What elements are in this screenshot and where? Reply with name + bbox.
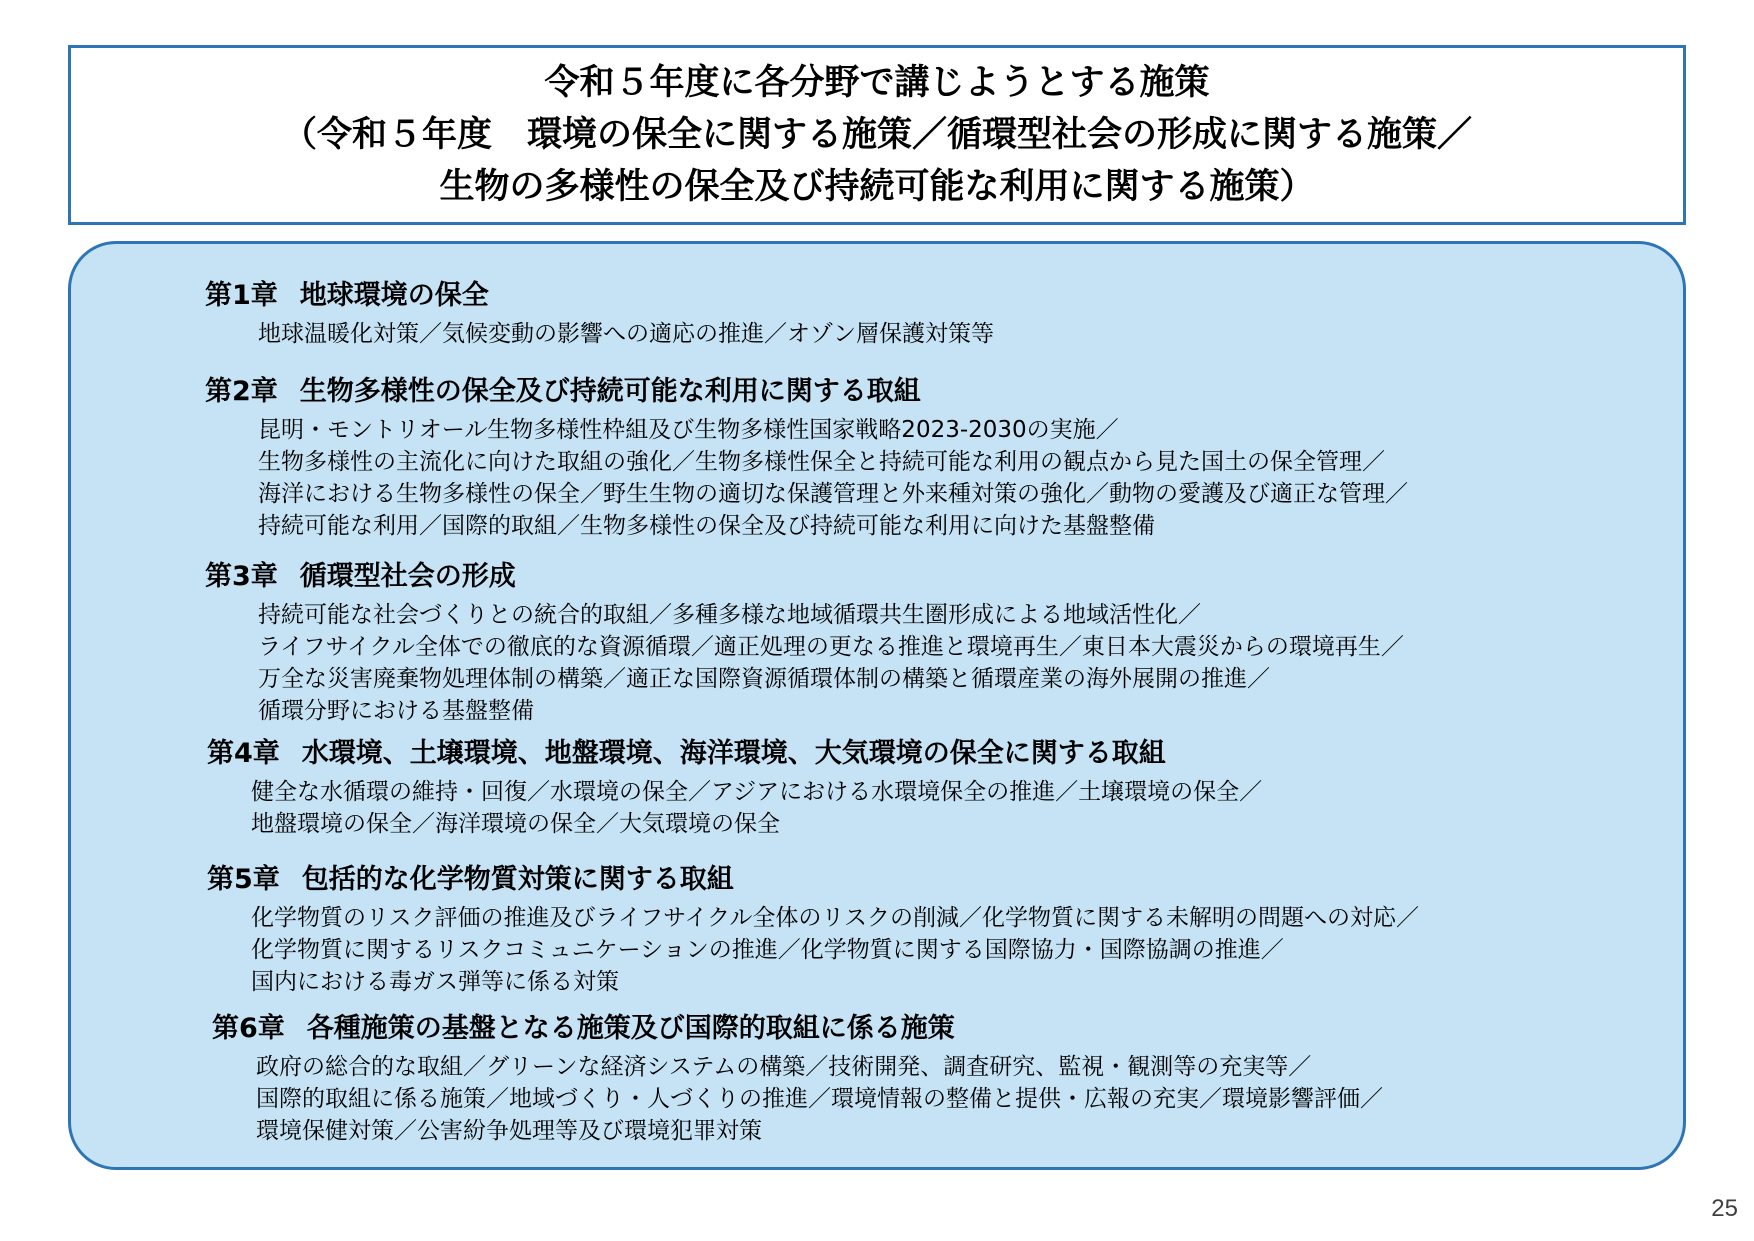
chapter-title: 包括的な化学物質対策に関する取組 xyxy=(301,864,734,895)
chapter-heading xyxy=(212,1009,1383,1049)
chapter-heading xyxy=(205,557,1404,597)
chapter-line: 環境保健対策／公害紛争処理等及び環境犯罪対策 xyxy=(256,1118,762,1144)
chapter-number: 第4章 xyxy=(207,738,280,769)
chapter-heading xyxy=(207,860,1419,900)
title-line-2: （令和５年度 環境の保全に関する施策／循環型社会の形成に関する施策／ xyxy=(281,115,1472,155)
chapter-line: 地盤環境の保全／海洋環境の保全／大気環境の保全 xyxy=(251,811,780,837)
chapter-line: 万全な災害廃棄物処理体制の構築／適正な国際資源循環体制の構築と循環産業の海外展開の推進／ xyxy=(258,666,1270,692)
chapter-6 xyxy=(212,1009,1383,1147)
chapter-lines xyxy=(258,414,1408,542)
chapter-1 xyxy=(205,276,994,350)
title-line-1: 令和５年度に各分野で講じようとする施策 xyxy=(544,63,1210,103)
chapter-number: 第1章 xyxy=(205,280,278,311)
chapter-lines xyxy=(251,902,1419,998)
chapter-4 xyxy=(207,734,1262,840)
chapter-number: 第3章 xyxy=(205,561,278,592)
chapter-line: 化学物質のリスク評価の推進及びライフサイクル全体のリスクの削減／化学物質に関する未解明の問題への対応／ xyxy=(251,905,1419,931)
chapter-heading xyxy=(205,276,994,316)
chapter-3 xyxy=(205,557,1404,727)
chapter-5 xyxy=(207,860,1419,998)
chapter-line: ライフサイクル全体での徹底的な資源循環／適正処理の更なる推進と環境再生／東日本大震災からの環境再生／ xyxy=(258,634,1404,660)
chapter-line: 健全な水循環の維持・回復／水環境の保全／アジアにおける水環境保全の推進／土壌環境の保全／ xyxy=(251,779,1263,805)
chapter-line: 持続可能な利用／国際的取組／生物多様性の保全及び持続可能な利用に向けた基盤整備 xyxy=(258,513,1155,539)
chapter-line: 持続可能な社会づくりとの統合的取組／多種多様な地域循環共生圏形成による地域活性化／ xyxy=(258,602,1201,628)
chapter-lines xyxy=(256,1051,1383,1147)
chapter-heading xyxy=(207,734,1262,774)
chapter-2 xyxy=(205,372,1408,542)
chapter-lines xyxy=(251,776,1262,840)
title-line-3: 生物の多様性の保全及び持続可能な利用に関する施策） xyxy=(439,167,1315,207)
chapter-line: 生物多様性の主流化に向けた取組の強化／生物多様性保全と持続可能な利用の観点から見た国土の保全管理／ xyxy=(258,449,1385,475)
chapter-lines xyxy=(258,599,1404,727)
chapter-line: 海洋における生物多様性の保全／野生生物の適切な保護管理と外来種対策の強化／動物の愛護及び適正な管理／ xyxy=(258,481,1408,507)
chapter-number: 第5章 xyxy=(207,864,280,895)
chapter-title: 各種施策の基盤となる施策及び国際的取組に係る施策 xyxy=(306,1013,955,1044)
chapter-title: 水環境、土壌環境、地盤環境、海洋環境、大気環境の保全に関する取組 xyxy=(301,738,1166,769)
chapter-number: 第6章 xyxy=(212,1013,285,1044)
content-panel xyxy=(68,241,1686,1170)
chapter-title: 生物多様性の保全及び持続可能な利用に関する取組 xyxy=(299,376,921,407)
chapter-line: 政府の総合的な取組／グリーンな経済システムの構築／技術開発、調査研究、監視・観測等の充実等／ xyxy=(256,1054,1312,1080)
chapter-lines xyxy=(258,318,994,350)
chapter-line: 国内における毒ガス弾等に係る対策 xyxy=(251,969,619,995)
chapter-line: 地球温暖化対策／気候変動の影響への適応の推進／オゾン層保護対策等 xyxy=(258,321,994,347)
page-number: 25 xyxy=(1711,1195,1738,1222)
chapter-title: 循環型社会の形成 xyxy=(299,561,516,592)
chapter-title: 地球環境の保全 xyxy=(299,280,489,311)
chapter-line: 昆明・モントリオール生物多様性枠組及び生物多様性国家戦略2023-2030の実施／ xyxy=(258,417,1119,443)
chapter-number: 第2章 xyxy=(205,376,278,407)
chapter-heading xyxy=(205,372,1408,412)
chapter-line: 化学物質に関するリスクコミュニケーションの推進／化学物質に関する国際協力・国際協調の推進／ xyxy=(251,937,1284,963)
title-box xyxy=(68,45,1686,225)
chapter-line: 循環分野における基盤整備 xyxy=(258,698,534,724)
chapter-line: 国際的取組に係る施策／地域づくり・人づくりの推進／環境情報の整備と提供・広報の充実／環境影響評価／ xyxy=(256,1086,1383,1112)
